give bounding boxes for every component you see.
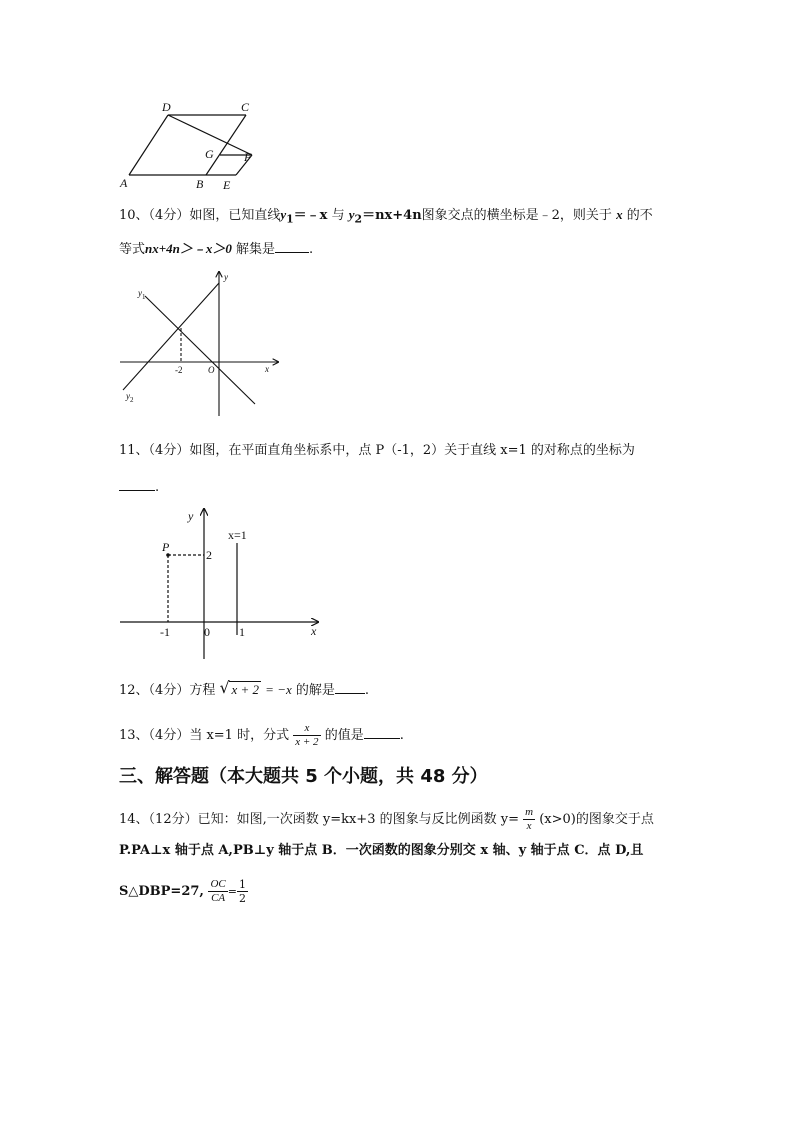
question-number: 11、（4分） bbox=[119, 443, 190, 458]
line-y2 bbox=[123, 283, 219, 390]
q14-oc: OC bbox=[210, 878, 226, 890]
answer-blank[interactable] bbox=[275, 240, 309, 253]
label-g: G bbox=[205, 147, 214, 161]
q13-denominator: x + 2 bbox=[295, 736, 319, 748]
question-10-line-2 bbox=[119, 240, 313, 258]
parallelogram-figure bbox=[112, 98, 272, 194]
question-14-line-2 bbox=[119, 843, 643, 859]
q10-text-b: 图象交点的横坐标是﹣2，则关于 bbox=[421, 208, 612, 223]
label-p: P bbox=[162, 540, 170, 554]
line-y1 bbox=[145, 296, 255, 404]
q10-eq2: ＝nx+4n bbox=[362, 208, 422, 223]
label-d: D bbox=[162, 100, 171, 114]
answer-blank[interactable] bbox=[335, 681, 365, 694]
question-number: 13、（4分） bbox=[119, 728, 190, 743]
label-2: 2 bbox=[206, 548, 212, 562]
q10-line2-b: 解集是 bbox=[236, 242, 276, 257]
q10-inequality: nx+4n＞﹣x＞0 bbox=[145, 241, 232, 256]
q13-numerator: x bbox=[293, 722, 320, 736]
label-f: F bbox=[244, 150, 252, 164]
q13-end: . bbox=[399, 728, 404, 743]
label-y2: $y_2$ bbox=[126, 391, 134, 404]
sqrt-expression bbox=[219, 678, 261, 699]
label-a: A bbox=[120, 176, 128, 190]
label-origin: O bbox=[208, 365, 215, 375]
question-number: 14、（12分） bbox=[119, 812, 198, 827]
segment-da bbox=[129, 115, 168, 175]
q14-fraction-oc-ca bbox=[208, 878, 227, 905]
q14-half-num: 1 bbox=[238, 878, 246, 891]
question-10-line-1 bbox=[119, 207, 653, 228]
question-14-line-1 bbox=[119, 806, 654, 833]
q14-ca: CA bbox=[211, 892, 226, 904]
q10-y1-sub: 1 bbox=[286, 212, 294, 226]
q14-frac-num: m bbox=[525, 806, 534, 818]
label-0: 0 bbox=[204, 625, 210, 639]
q14-eq: = bbox=[227, 885, 237, 898]
q13-fraction bbox=[293, 722, 320, 749]
label-1: 1 bbox=[239, 625, 245, 639]
q14-fraction-m-x bbox=[523, 806, 535, 833]
q13-text-a: 当 x=1 时，分式 bbox=[189, 728, 290, 743]
q14-line1-a: 已知：如图,一次函数 y=kx+3 的图象与反比例函数 y= bbox=[197, 812, 519, 827]
question-11-line-1 bbox=[119, 443, 635, 459]
q14-line1-b: (x>0)的图象交于点 bbox=[539, 812, 654, 827]
sqrt-sign-icon: √ bbox=[219, 678, 230, 697]
q12-radicand: x + 2 bbox=[231, 682, 260, 697]
q10-y1: y bbox=[280, 207, 287, 222]
label-b: B bbox=[196, 177, 204, 191]
section-heading: 三、解答题（本大题共 5 个小题，共 48 分） bbox=[119, 766, 488, 787]
label-x-axis: x bbox=[265, 364, 269, 374]
q10-graph bbox=[118, 268, 283, 420]
q10-conj: 与 bbox=[331, 208, 345, 223]
q14-frac-den: x bbox=[526, 820, 532, 832]
q10-y2-sub: 2 bbox=[354, 212, 363, 226]
question-11-line-2 bbox=[119, 478, 159, 496]
q14-line3-a: S△DBP=27, bbox=[119, 884, 204, 899]
label-c: C bbox=[241, 100, 250, 114]
answer-blank[interactable] bbox=[119, 478, 155, 491]
question-number: 10、（4分） bbox=[119, 208, 190, 223]
q10-var-x: x bbox=[616, 207, 623, 222]
label-y1: $y_1$ bbox=[138, 288, 146, 301]
q13-text-b: 的值是 bbox=[324, 728, 364, 743]
label-e: E bbox=[223, 178, 231, 192]
q10-text-a: 如图，已知直线 bbox=[189, 208, 281, 223]
question-14-line-3 bbox=[119, 878, 248, 905]
q14-line2: P.PA⊥x 轴于点 A,PB⊥y 轴于点 B．一次函数的图象分别交 x 轴、y 轴于点 C．点 D,且 bbox=[119, 843, 644, 858]
label-neg2: -2 bbox=[175, 365, 183, 375]
label-neg1: -1 bbox=[160, 625, 170, 639]
q10-end: . bbox=[309, 242, 314, 257]
q10-y2: y bbox=[348, 207, 355, 222]
segment-cb bbox=[206, 115, 246, 175]
q10-line2-a: 等式 bbox=[119, 242, 146, 257]
q11-text: 如图，在平面直角坐标系中，点 P（-1，2）关于直线 x=1 的对称点的坐标为 bbox=[189, 443, 635, 458]
q10-eq1: ＝﹣x bbox=[293, 208, 328, 223]
label-x-axis: x bbox=[311, 624, 317, 638]
question-number: 12、（4分） bbox=[119, 683, 190, 698]
label-y-axis: y bbox=[188, 509, 194, 523]
q12-end: . bbox=[364, 683, 370, 698]
q14-fraction-half bbox=[237, 878, 248, 905]
label-x-equals-1: x=1 bbox=[228, 528, 247, 542]
q10-text-c: 的不 bbox=[626, 208, 653, 223]
label-y-axis: y bbox=[224, 272, 228, 282]
question-13 bbox=[119, 722, 404, 749]
q12-text-a: 方程 bbox=[189, 683, 216, 698]
q12-rhs: = −x bbox=[265, 682, 292, 697]
q11-graph bbox=[118, 505, 328, 665]
question-12 bbox=[119, 678, 370, 699]
q11-end: . bbox=[155, 480, 160, 495]
q14-half-den: 2 bbox=[238, 892, 246, 905]
q12-text-b: 的解是 bbox=[295, 683, 335, 698]
answer-blank[interactable] bbox=[364, 726, 400, 739]
